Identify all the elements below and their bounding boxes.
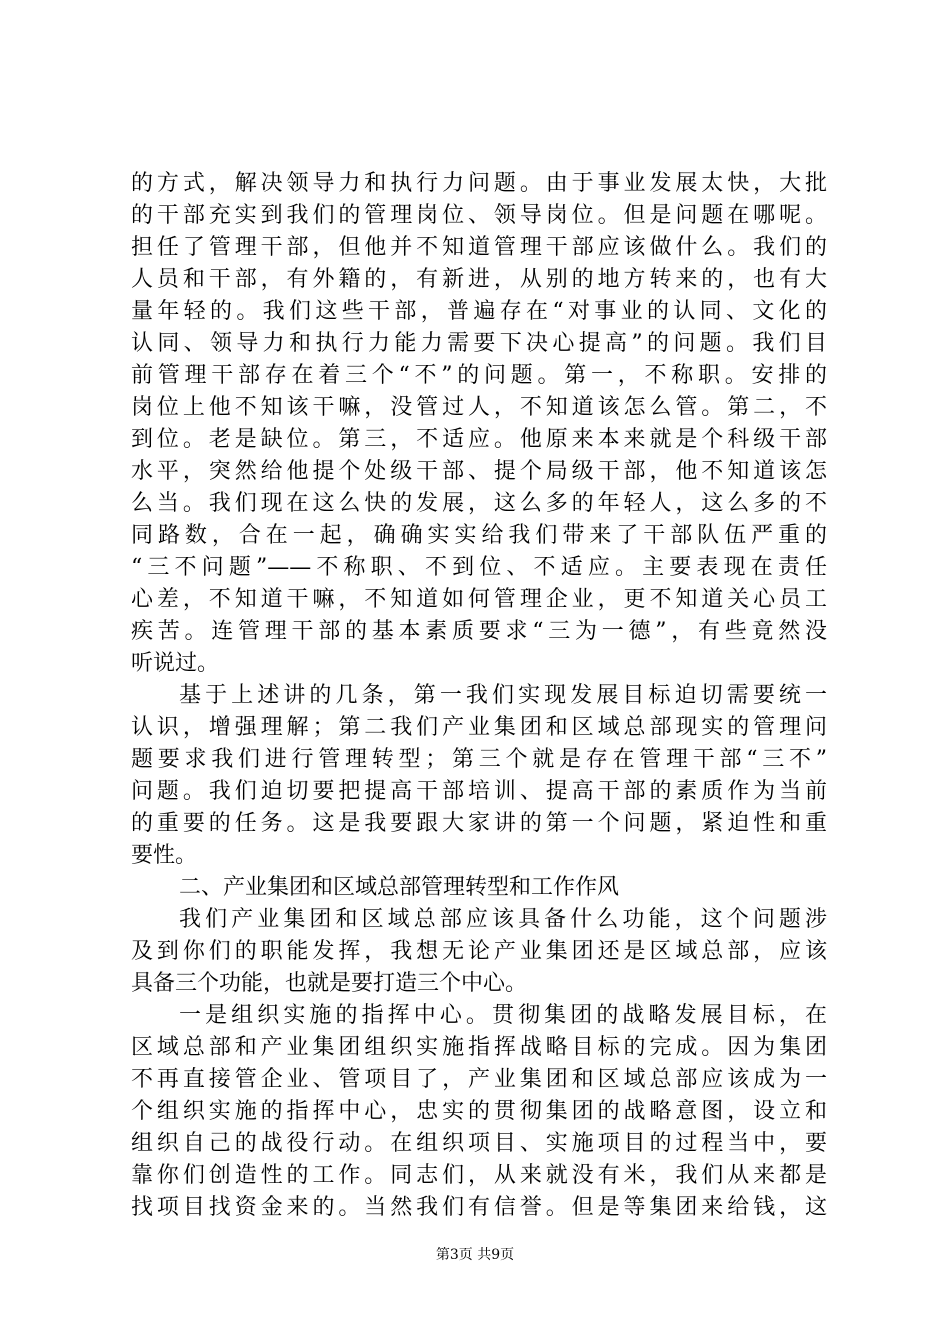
text-line: 及到你们的职能发挥，我想无论产业集团还是区域总部，应该 [131,939,827,964]
page-number-label: 第3页 共9页 [435,1247,515,1263]
text-line: 心差，不知道干嘛，不知道如何管理企业，更不知道关心员工 [131,587,827,612]
text-line: 前管理干部存在着三个“不”的问题。第一，不称职。安排的 [131,363,827,388]
text-line: 题要求我们进行管理转型；第三个就是存在管理干部“三不” [131,747,827,772]
text-line: 具备三个功能，也就是要打造三个中心。 [131,971,528,996]
text-line: 认同、领导力和执行力能力需要下决心提高”的问题。我们目 [131,331,827,356]
text-line: 么当。我们现在这么快的发展，这么多的年轻人，这么多的不 [131,491,827,516]
section-heading: 二、产业集团和区域总部管理转型和工作作风 [179,875,620,900]
body-text [131,168,827,1224]
text-line: 靠你们创造性的工作。同志们，从来就没有米，我们从来都是 [131,1163,827,1188]
text-line: 找项目找资金来的。当然我们有信誉。但是等集团来给钱，这 [131,1195,827,1220]
text-line: “三不问题”——不称职、不到位、不适应。主要表现在责任 [131,555,827,580]
text-line: 量年轻的。我们这些干部，普遍存在“对事业的认同、文化的 [131,299,827,324]
text-line: 不再直接管企业、管项目了，产业集团和区域总部应该成为一 [131,1067,827,1092]
text-line: 个组织实施的指挥中心，忠实的贯彻集团的战略意图，设立和 [131,1099,827,1124]
text-line: 基于上述讲的几条，第一我们实现发展目标迫切需要统一 [179,683,827,708]
text-line: 问题。我们迫切要把提高干部培训、提高干部的素质作为当前 [131,779,827,804]
page-footer [0,1245,950,1265]
text-line: 担任了管理干部，但他并不知道管理干部应该做什么。我们的 [131,235,827,260]
text-line: 的干部充实到我们的管理岗位、领导岗位。但是问题在哪呢。 [131,203,827,228]
text-line: 认识，增强理解；第二我们产业集团和区域总部现实的管理问 [131,715,827,740]
text-line: 水平，突然给他提个处级干部、提个局级干部，他不知道该怎 [131,459,827,484]
text-line: 的重要的任务。这是我要跟大家讲的第一个问题，紧迫性和重 [131,811,827,836]
text-line: 组织自己的战役行动。在组织项目、实施项目的过程当中，要 [131,1131,827,1156]
text-line: 要性。 [131,843,198,868]
text-line: 人员和干部，有外籍的，有新进，从别的地方转来的，也有大 [131,267,827,292]
text-line: 的方式，解决领导力和执行力问题。由于事业发展太快，大批 [131,171,827,196]
text-line: 区域总部和产业集团组织实施指挥战略目标的完成。因为集团 [131,1035,827,1060]
text-line: 到位。老是缺位。第三，不适应。他原来本来就是个科级干部 [131,427,827,452]
text-line: 一是组织实施的指挥中心。贯彻集团的战略发展目标，在 [179,1003,827,1028]
text-line: 我们产业集团和区域总部应该具备什么功能，这个问题涉 [179,907,827,932]
text-line: 岗位上他不知该干嘛，没管过人，不知道该怎么管。第二，不 [131,395,827,420]
text-line: 同路数，合在一起，确确实实给我们带来了干部队伍严重的 [131,523,827,548]
text-line: 疾苦。连管理干部的基本素质要求“三为一德”，有些竟然没 [131,619,827,644]
text-line: 听说过。 [131,651,220,676]
